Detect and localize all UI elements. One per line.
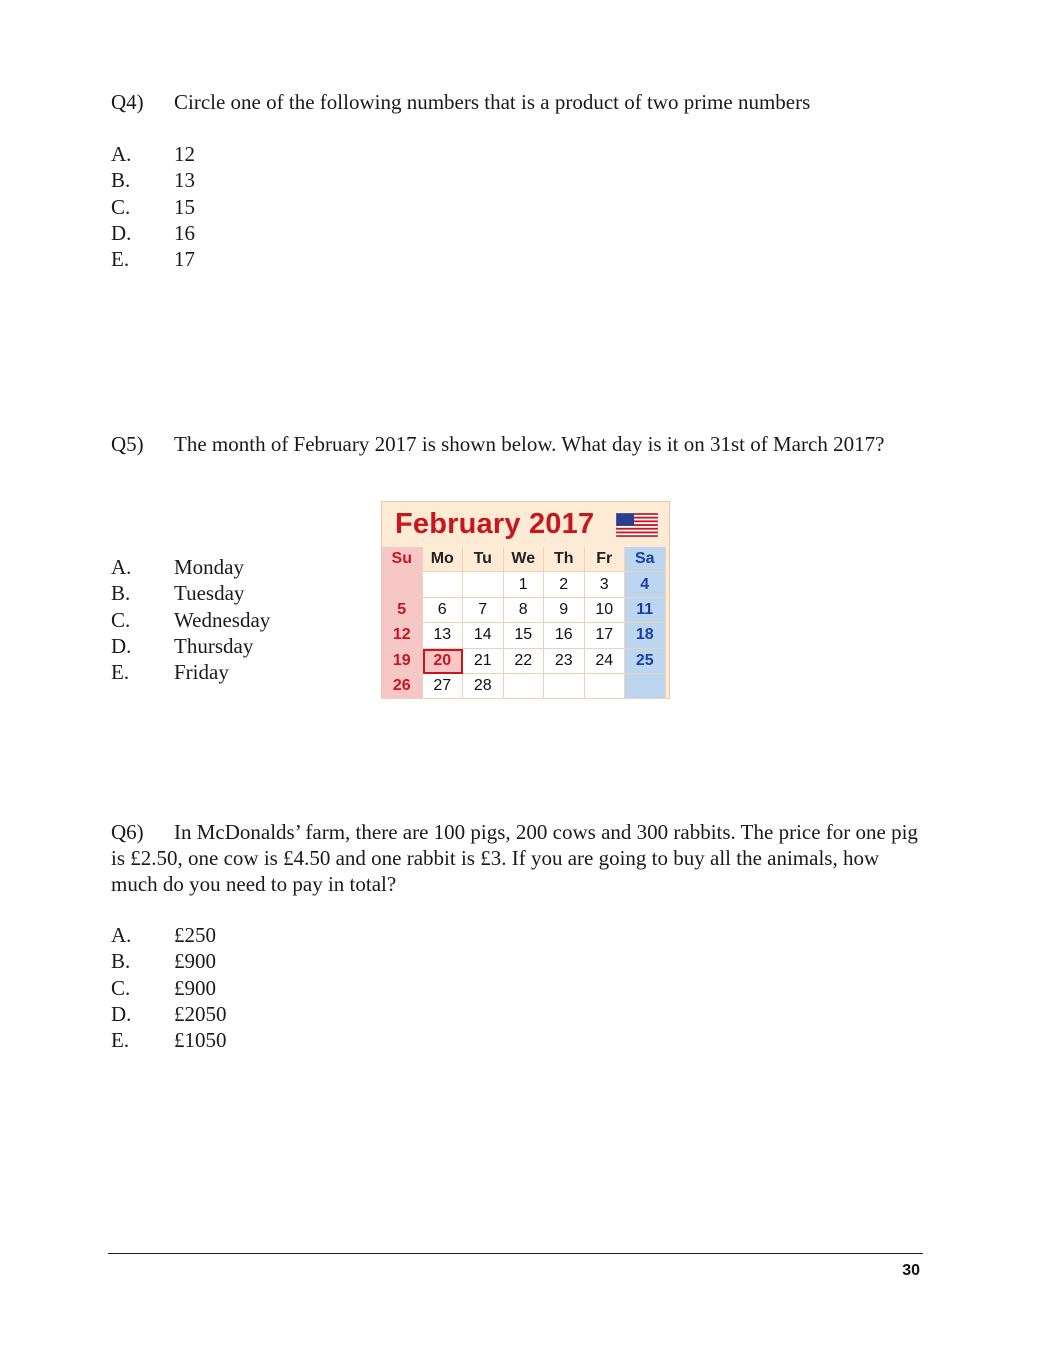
question-text: Circle one of the following numbers that is a product of two prime numbers	[174, 90, 811, 114]
option-e[interactable]: E. 17	[111, 247, 195, 272]
weekday-header: Fr	[585, 547, 626, 572]
option-d[interactable]: D. Thursday	[111, 633, 254, 658]
calendar-day: 15	[504, 623, 545, 648]
page-number: 30	[902, 1262, 920, 1279]
calendar-day: 10	[585, 598, 626, 623]
option-a[interactable]: A. Monday	[111, 555, 244, 579]
question-number: Q5)	[111, 432, 144, 456]
question-4	[111, 89, 931, 115]
option-b[interactable]: B. Tuesday	[111, 581, 245, 606]
weekday-header: Sa	[625, 547, 666, 572]
calendar-day: 12	[382, 623, 423, 648]
calendar-day: 17	[585, 623, 626, 648]
footer-divider	[108, 1253, 923, 1254]
option-d[interactable]: D. 16	[111, 220, 195, 245]
question-number: Q6)	[111, 820, 144, 844]
weekday-header: We	[504, 547, 545, 572]
calendar-grid	[382, 547, 666, 699]
weekday-header: Th	[544, 547, 585, 572]
calendar-day: 1	[504, 572, 545, 597]
calendar-empty-cell	[625, 674, 666, 699]
calendar-day: 24	[585, 649, 626, 674]
calendar-day: 20	[423, 649, 464, 674]
question-6	[111, 819, 931, 897]
weekday-header: Su	[382, 547, 423, 572]
calendar-day: 14	[463, 623, 504, 648]
calendar-day: 8	[504, 598, 545, 623]
option-b[interactable]: B. 13	[111, 168, 195, 193]
weekday-header: Mo	[423, 547, 464, 572]
calendar-day: 22	[504, 649, 545, 674]
question-5-options	[111, 554, 270, 685]
question-number: Q4)	[111, 90, 144, 114]
option-a[interactable]: A. 12	[111, 142, 195, 166]
calendar-day: 13	[423, 623, 464, 648]
calendar-day: 16	[544, 623, 585, 648]
calendar-day: 6	[423, 598, 464, 623]
calendar-day: 25	[625, 649, 666, 674]
calendar-day: 19	[382, 649, 423, 674]
calendar-day: 7	[463, 598, 504, 623]
february-calendar	[381, 501, 670, 699]
question-4-options	[111, 141, 195, 272]
option-d[interactable]: D. £2050	[111, 1001, 227, 1026]
calendar-day: 28	[463, 674, 504, 699]
weekday-header: Tu	[463, 547, 504, 572]
calendar-day: 27	[423, 674, 464, 699]
calendar-empty-cell	[504, 674, 545, 699]
calendar-empty-cell	[423, 572, 464, 597]
option-c[interactable]: C. Wednesday	[111, 607, 271, 632]
calendar-day: 9	[544, 598, 585, 623]
calendar-day: 26	[382, 674, 423, 699]
option-e[interactable]: E. Friday	[111, 660, 229, 685]
calendar-empty-cell	[585, 674, 626, 699]
option-c[interactable]: C. £900	[111, 975, 216, 1000]
question-6-options	[111, 922, 227, 1053]
calendar-day: 21	[463, 649, 504, 674]
option-a[interactable]: A. £250	[111, 923, 216, 947]
calendar-day: 5	[382, 598, 423, 623]
calendar-day: 11	[625, 598, 666, 623]
us-flag-icon	[616, 513, 658, 537]
question-text: The month of February 2017 is shown below. What day is it on 31st of March 2017?	[174, 432, 885, 456]
calendar-day: 4	[625, 572, 666, 597]
calendar-empty-cell	[544, 674, 585, 699]
option-e[interactable]: E. £1050	[111, 1028, 227, 1053]
calendar-title: February 2017	[395, 508, 595, 540]
calendar-day: 2	[544, 572, 585, 597]
calendar-day: 3	[585, 572, 626, 597]
option-c[interactable]: C. 15	[111, 194, 195, 219]
option-b[interactable]: B. £900	[111, 949, 216, 974]
calendar-day: 18	[625, 623, 666, 648]
calendar-day: 23	[544, 649, 585, 674]
calendar-empty-cell	[382, 572, 423, 597]
question-5	[111, 431, 911, 457]
calendar-empty-cell	[463, 572, 504, 597]
question-text: In McDonalds’ farm, there are 100 pigs, 200 cows and 300 rabbits. The price for one pig is £2.50, one cow is £4.50 and one rabbit is £3. If you are going to buy all the animals, how much do you need to pay in total?	[111, 820, 918, 896]
